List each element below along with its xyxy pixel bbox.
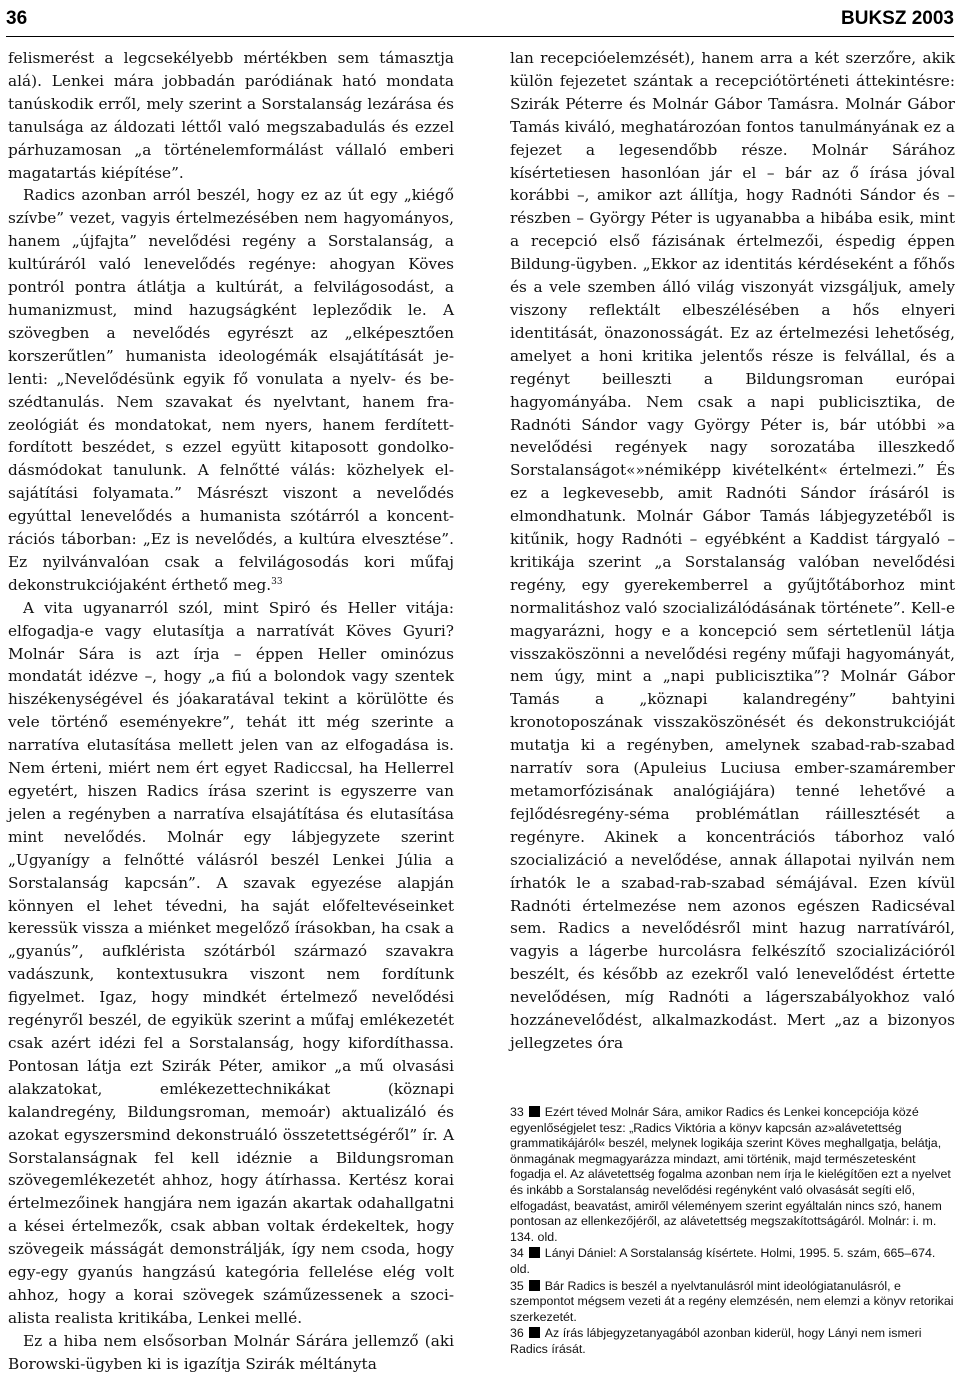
journal-title: BUKSZ 2003 — [841, 8, 954, 29]
footnote-ref: 33 — [271, 576, 283, 587]
paragraph: felismerést a legcsekélyebb mértékben sem támasztja alá). Lenkei mára jobbadán paródiának ható mondata tanúskodik erről, mely szerint a Sorstalanság lezárása és tanulsága az áldozati léttől való megszabadulás és ezzel párhuzamosan „a történelemformálást vállaló emberi magatartás kiépítése”. — [8, 49, 454, 182]
square-bullet-icon — [529, 1327, 540, 1338]
footnote — [510, 1326, 955, 1357]
square-bullet-icon — [529, 1280, 540, 1291]
footnote — [510, 1246, 955, 1277]
paragraph: A vita ugyanarról szól, mint Spiró és Heller vitája: elfogadja-e vagy elutasítja a narratívát Köves Gyuri? Molnár Sára is azt írja – éppen Heller ominózus mondatát idézve –, hogy „a fiú a bolondok vagy szentek hiszékenységével és jóakaratával tekint a körülötte és vele történő eseményekre”, tehát itt még szerinte a narratíva elutasítása mellett jelen van az elfogadása is. Nem érteni, miért nem ért egyet Radiccsal, ha Hellerrel egyetért, hiszen Radics írása szerint is egyszerre van jelen a regényben a narratíva elsajátítása és elutasítása mint nevelődés. Molnár egy lábjegyzete szerint „Ugyanígy a felnőtté válásról beszél Lenkei Júlia a Sorstalanság kapcsán”. A szavak egyezése alapján könnyen el lehet tévedni, ha saját előfeltevéseinket keressük vissza a miénket megelőző írásokban, ha csak a „gyanús”, aufklérista szótárból származó szavakra vadászunk, kontextusukra viszont nem fordítunk figyelmet. Igaz, hogy mindkét értelmező nevelődési regényről beszél, de egyikük szerint a műfaj emlékezetét csak azért idézi fel a Sorstalanság, hogy kifordíthassa. Pontosan látja ezt Szirák Péter, amikor „a mű olvasási alakzatokat, emlékezettechnikákat (köznapi kalandregény, Bildungsroman, memoár) aktualizáló és azokat egyszersmind dekonstruáló összetettségéről” ír. A Sorstalanságnak fel kell idéznie a Bildungsroman szövegemlékezetét ahhoz, hogy átírhassa. Kertész korai értelmezőinek hangjára nem igazán akartak odahallgatni a kései értelmezők, csak abban voltak érdekeltek, hogy szövegeik másságát demonstrálják, így nem csoda, hogy egy-egy gyanús hangzású kategória fellelése elég volt ahhoz, hogy a korai szövegek száműzessenek a szocialista realista kritikába, Lenkei mellé. — [8, 598, 454, 1327]
square-bullet-icon — [529, 1106, 540, 1117]
footnotes — [510, 1105, 955, 1359]
footnote-text: Lányi Dániel: A Sorstalanság kísértete. Holmi, 1995. 5. szám, 665–674. old. — [510, 1246, 936, 1276]
footnote-number: 36 — [510, 1326, 524, 1341]
footnote-number: 34 — [510, 1246, 524, 1261]
paragraph-text: Radics azonban arról beszél, hogy ez az út egy „kiégő szívbe” vezet, vagyis értelmezésében nem hagyományos, hanem „újfajta” nevelődési regény a Sorstalanság, a kultúráról való lenevelődés regénye: ahogyan Köves pontról pontra átlátja a kultúrát, a felvilágosodást, a humanizmust, mind hazugságként lepleződik le. A szövegben a nevelődés egyrészt az „elképesztően korszerűtlen” humanista ideologémák elsajátítását jelenti: „Nevelődésünk egyik fő vonulata a nyelv- és beszédtanulás. Nem szavakat és nyelvtant, hanem frazeológiát és mondatokat, nem nyers, hanem ferdítettfordított beszédet, s ezzel együtt kitaposott gondolkodásmódokat tanulunk. A felnőtté válás: közhelyek elsajátítási folyamata.” Másrészt viszont a nevelődés egyúttal lenevelődés a humanista szótárról a koncentrációs táborban: „Ez is nevelődés, a kultúra elvesztése”. Ez nyilvánvalóan csak a felvilágosodás kori műfaj dekonstrukciójaként érthető meg. — [8, 186, 454, 594]
paragraph: Ez a hiba nem elsősorban Molnár Sárára jellemző (aki Borowski-ügyben ki is igazítja Szirák méltányta — [8, 1331, 454, 1373]
footnote-number: 33 — [510, 1105, 524, 1119]
footnote-text: Az írás lábjegyzetanyagából azonban kiderül, hogy Lányi nem ismeri Radics írását. — [510, 1326, 922, 1356]
footnote — [510, 1105, 955, 1245]
paragraph — [8, 184, 454, 596]
left-column — [8, 47, 454, 1376]
footnote-text: Bár Radics is beszél a nyelvtanulásról mint ideológiatanulásról, e szempontot mégsem vezeti át a regény elemzésén, nem elemzi a könyv retorikai szerkezetét. — [510, 1278, 954, 1324]
footnote-text: Ezért téved Molnár Sára, amikor Radics és Lenkei koncepciója közé egyenlőségjelet tesz: „Radics Viktória a könyv kapcsán az»alávetettség grammatikájáról« beszél, melynek logikája szerint Köves meghallgatja, belátja, önmagának megmagyarázza mindazt, ami történik, majd természetesként fogadja el. Az alávetettség fogalma azonban nem írja le kielégítően ezt a nyelvet és inkább a Sorstalanság nevelődési regényként való olvasását segíti elő, elfogadást, beavatást, amiről véleményem szerint egyáltalán nincs szó, hanem pontosan az ellenkezőjéről, az alávetettség megszakítottságáról. Molnár: i. m. 134. old. — [510, 1105, 951, 1244]
footnote-number: 35 — [510, 1278, 524, 1293]
square-bullet-icon — [529, 1247, 540, 1258]
page-number: 36 — [6, 8, 28, 29]
right-column — [510, 47, 955, 1055]
page-header — [6, 4, 954, 37]
footnote — [510, 1279, 955, 1326]
paragraph: lan recepcióelemzését), hanem arra a két szerzőre, akik külön fejezetet szántak a recepciótörténeti áttekintésre: Szirák Péterre és Molnár Gábor Tamásra. Molnár Gábor Tamás kiváló, meghatározóan fontos tanulmányának ez a fejezet a legesendőbb része. Molnár Sárához kísértetiesen hasonlóan jár el – bár az ő írása jóval korábbi –, amikor azt állítja, hogy Radnóti Sándor és – részben – György Péter is ugyanabba a hibába esik, mint a recepció első fázisának értelmezői, éspedig éppen Bildung-ügyben. „Ekkor az identitás kérdéseként a főhős és a vele szemben álló világ viszonyát vizsgáljuk, amely viszony reflektált elbeszélésében a hős elnyeri identitását, önazonosságát. Ez az értelmezési lehetőség, amelyet a honi kritika jelentős része is felvállal, és a regényt beilleszti a Bildungsroman európai hagyományába. Nem csak a napi publicisztika, de Radnóti Sándor vagy György Péter is, bár utóbbi »a nevelődési regények nagy sorozatába illeszkedő Sorstalanságot«»némiképp kivételként« értelmezi.” És ez a legkevesebb, amit Radnóti Sándor írásáról is elmondhatunk. Molnár Gábor Tamás lábjegyzetéből is kitűnik, hogy Radnóti – egyébként a Kaddist tárgyaló – kritikája szerint „a Sorstalanság valóban nevelődési regény, egy gyerekemberrel a gyűjtőtáborhoz mint normalitáshoz való szocializálódásának története”. Kell-e magyarázni, hogy e a koncepció sem sértetlenül látja visszaköszönni a nevelődési regény műfaji hagyományát, nem úgy, mint a „napi publicisztika”? Molnár Gábor Tamás a „köznapi kalandregény” bahtyini kronotoposzának visszaköszönését és dekonstrukcióját mutatja ki a regényben, amelynek szabad-rab-szabad narratív sora (Apuleius Luciusa ember-szamárember metamorfózisának analógiájára) tenné lehetővé a fejlődésregény-séma problémátlan ráillesztését a regényre. Akinek a koncentrációs táborhoz való szocializáció a nevelődése, annak állapotai nyilván nem írhatók le a szabad-rab-szabad sémájával. Ezen kívül Radnóti értelmezése nem azonos egészen Radicséval sem. Radics a nevelődésről mint hazug narratíváról, vagyis a lágerbe hurcolásra felkészítő szocializációról beszélt, és később az ezekről való lenevelődést értette nevelődésen, míg Radnóti a lágerszabályokhoz való hozzánevelődést, alkalmazkodást. Mert „az a bizonyos jellegzetes óra — [510, 49, 955, 1052]
